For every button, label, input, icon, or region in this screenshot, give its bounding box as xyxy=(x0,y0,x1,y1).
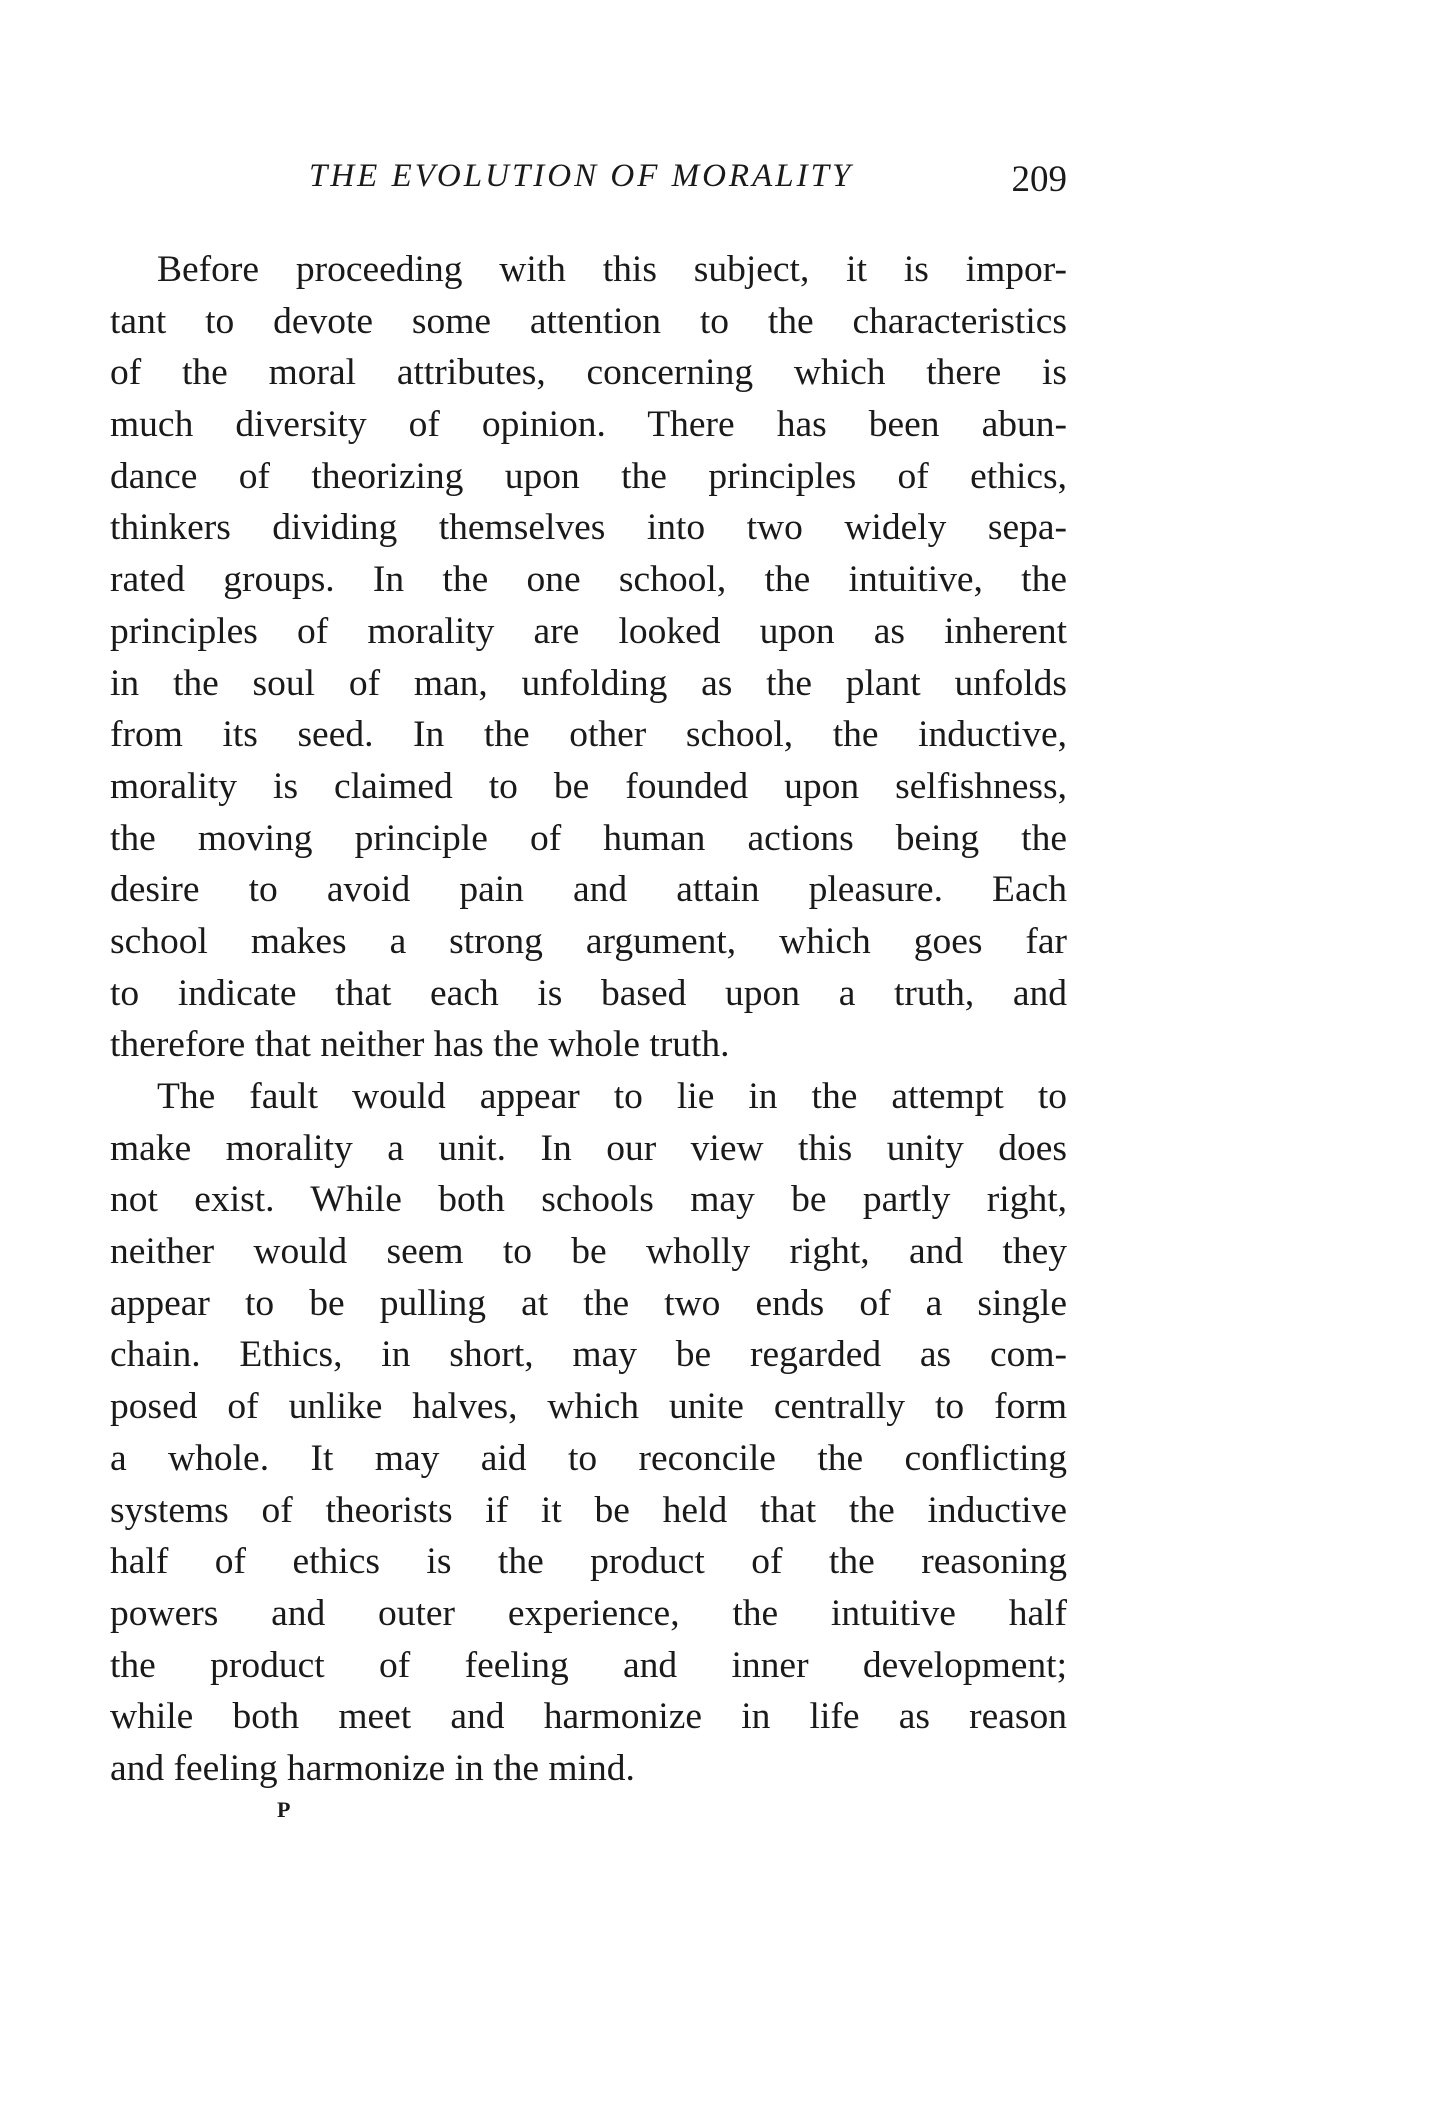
paragraph xyxy=(110,244,1067,1071)
text-line: posed of unlike halves, which unite centrally to form xyxy=(110,1386,1067,1428)
text-line: the product of feeling and inner development; xyxy=(110,1644,1067,1686)
text-line: make morality a unit. In our view this unity does xyxy=(110,1127,1067,1169)
text-line: neither would seem to be wholly right, and they xyxy=(110,1231,1067,1273)
text-line: appear to be pulling at the two ends of a single xyxy=(110,1282,1067,1324)
text-line: therefore that neither has the whole truth. xyxy=(110,1024,730,1066)
text-line: in the soul of man, unfolding as the plant unfolds xyxy=(110,662,1067,704)
text-line: dance of theorizing upon the principles of ethics, xyxy=(110,455,1067,497)
text-line: chain. Ethics, in short, may be regarded as com- xyxy=(110,1334,1067,1376)
text-line: principles of morality are looked upon as inherent xyxy=(110,610,1067,652)
text-line: Before proceeding with this subject, it is impor- xyxy=(157,249,1067,290)
paragraph xyxy=(110,1071,1067,1795)
text-line: tant to devote some attention to the characteristics xyxy=(110,300,1067,342)
text-line: while both meet and harmonize in life as reason xyxy=(110,1696,1067,1738)
text-line: school makes a strong argument, which goes far xyxy=(110,920,1067,962)
text-line: much diversity of opinion. There has been abun- xyxy=(110,404,1067,446)
text-line: and feeling harmonize in the mind. xyxy=(110,1747,635,1789)
running-title: THE EVOLUTION OF MORALITY xyxy=(309,158,854,194)
text-line: rated groups. In the one school, the intuitive, the xyxy=(110,559,1067,601)
text-line: to indicate that each is based upon a truth, and xyxy=(110,972,1067,1014)
text-line: The fault would appear to lie in the attempt to xyxy=(157,1076,1067,1117)
text-line: systems of theorists if it be held that the inductive xyxy=(110,1489,1067,1531)
body-text xyxy=(110,244,1067,1795)
text-line: the moving principle of human actions being the xyxy=(110,817,1067,859)
text-line: thinkers dividing themselves into two widely sepa- xyxy=(110,507,1067,549)
text-line: powers and outer experience, the intuitive half xyxy=(110,1592,1067,1634)
page-number: 209 xyxy=(1011,159,1067,200)
text-line: morality is claimed to be founded upon selfishness, xyxy=(110,765,1067,807)
text-line: from its seed. In the other school, the inductive, xyxy=(110,714,1067,756)
text-line: of the moral attributes, concerning which there is xyxy=(110,352,1067,394)
text-line: half of ethics is the product of the reasoning xyxy=(110,1541,1067,1583)
text-line: a whole. It may aid to reconcile the conflicting xyxy=(110,1437,1067,1479)
signature-mark: P xyxy=(277,1797,291,1822)
text-line: desire to avoid pain and attain pleasure. Each xyxy=(110,869,1067,911)
running-header xyxy=(110,158,1067,206)
text-line: not exist. While both schools may be partly right, xyxy=(110,1179,1067,1221)
